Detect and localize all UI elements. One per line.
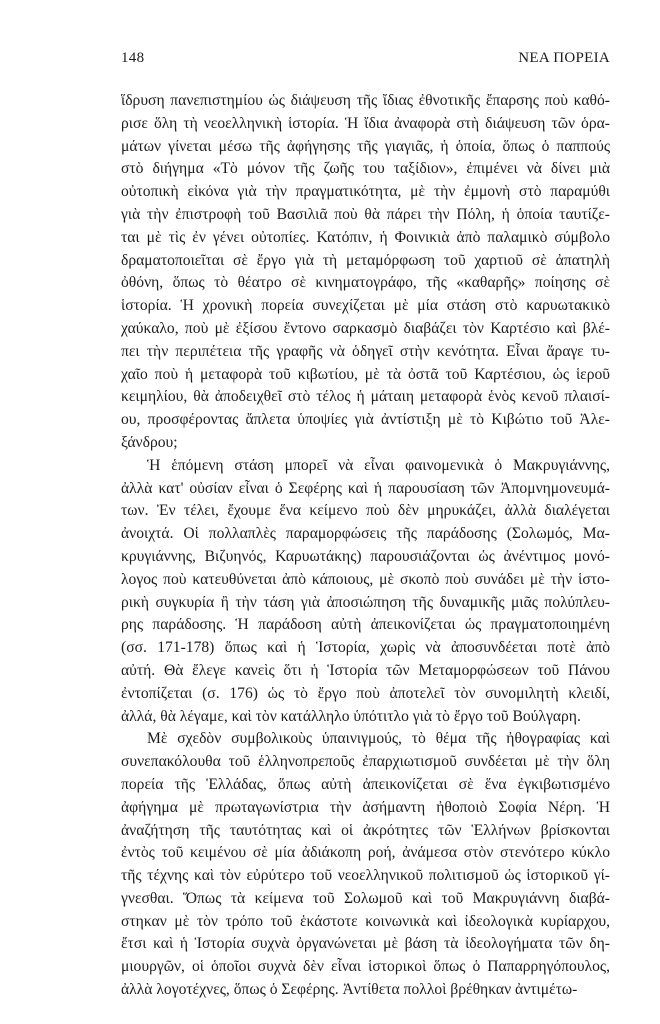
text-line: λογος ποὺ κατευθύνεται ἀπὸ κάποιους, μὲ σκοπὸ ποὺ συνάδει μὲ τὴν ἱστο- bbox=[121, 570, 610, 588]
text-line: χαῖο ποὺ ἡ μεταφορὰ τοῦ κιβωτίου, μὲ τὰ ὀστᾶ τοῦ Καρτέσιου, ὡς ἱεροῦ bbox=[121, 365, 610, 383]
text-line: ξάνδρου; bbox=[121, 433, 178, 451]
text-line: ται μὲ τὶς ἐν γένει οὐτοπίες. Κατόπιν, ἡ Φοινικιὰ ἀπὸ παλαμικὸ σύμβολο bbox=[121, 228, 610, 246]
text-line: αὐτή. Θὰ ἔλεγε κανεὶς ὅτι ἡ Ἱστορία τῶν Μεταμορφώσεων τοῦ Πάνου bbox=[121, 661, 610, 679]
text-line: ἔτσι καὶ ἡ Ἱστορία συχνὰ ὀργανώνεται μὲ βάση τὰ ἰδεολογήματα τῶν δη- bbox=[121, 935, 610, 953]
text-line: πορεία τῆς Ἑλλάδας, ὅπως αὐτὴ ἀπεικονίζεται σὲ ἕνα ἐγκιβωτισμένο bbox=[121, 775, 610, 793]
text-line: ἀλλὰ λογοτέχνες, ὅπως ὁ Σεφέρης. Ἀντίθετα πολλοὶ βρέθηκαν ἀντιμέτω- bbox=[121, 981, 578, 999]
text-line: ἐντοπίζεται (σ. 176) ὡς τὸ ἔργο ποὺ ἀποτελεῖ τὸν συνομιλητὴ κλειδί, bbox=[121, 684, 610, 702]
text-line: Μὲ σχεδὸν συμβολικοὺς ὑπαινιγμούς, τὸ θέμα τῆς ἠθογραφίας καὶ bbox=[147, 730, 610, 748]
paragraph bbox=[121, 728, 610, 1002]
page-header bbox=[121, 50, 610, 67]
text-line: οὐτοπικὴ εἰκόνα γιὰ τὴν πραγματικότητα, μὲ τὴν ἐμμονὴ στὸ παραμύθι bbox=[121, 183, 610, 201]
text-line: ἀνοιχτά. Οἱ πολλαπλὲς παραμορφώσεις τῆς παράδοσης (Σολωμός, Μα- bbox=[121, 525, 610, 543]
text-line: (σσ. 171-178) ὅπως καὶ ἡ Ἱστορία, χωρὶς νὰ ἀποσυνδέεται ποτὲ ἀπὸ bbox=[121, 639, 610, 657]
text-line: δραματοποιεῖται σὲ ἔργο γιὰ τὴ μεταμόρφωση τοῦ χαρτιοῦ σὲ ἀπατηλὴ bbox=[121, 251, 610, 269]
text-line: Ἡ ἑπόμενη στάση μπορεῖ νὰ εἶναι φαινομενικὰ ὁ Μακρυγιάννης, bbox=[147, 456, 610, 474]
text-line: ἀλλά, θὰ λέγαμε, καὶ τὸν κατάλληλο ὑπότιτλο γιὰ τὸ ἔργο τοῦ Βούλγαρη. bbox=[121, 707, 581, 725]
text-line: στὸ διήγημα «Τὸ μόνον τῆς ζωῆς του ταξίδιον», ἐπιμένει νὰ δίνει μιὰ bbox=[121, 160, 610, 178]
text-line: ἀναζήτηση τῆς ταυτότητας καὶ οἱ ἀκρότητες τῶν Ἑλλήνων βρίσκονται bbox=[121, 821, 610, 839]
text-line: χαύκαλο, ποὺ μὲ ἐξίσου ἔντονο σαρκασμὸ διαβάζει τὸν Καρτέσιο καὶ βλέ- bbox=[121, 319, 610, 337]
text-line: ρισε ὅλη τὴ νεοελληνικὴ ἱστορία. Ἡ ἴδια ἀναφορὰ στὴ διάψευση τῶν ὁρα- bbox=[121, 114, 610, 132]
text-line: μιουργῶν, οἱ ὁποῖοι συχνὰ δὲν εἶναι ἱστορικοὶ ὅπως ὁ Παπαρρηγόπουλος, bbox=[121, 958, 610, 976]
text-line: τῆς τέχνης καὶ τὸν εὐρύτερο τοῦ νεοελληνικοῦ πολιτισμοῦ ὡς ἱστορικοῦ γί- bbox=[121, 867, 610, 885]
text-line: ἀλλὰ κατ' οὐσίαν εἶναι ὁ Σεφέρης καὶ ἡ παρουσίαση τῶν Ἀπομνημονευμά- bbox=[121, 479, 610, 497]
text-line: ὀθόνη, ὅπως τὸ θέατρο σὲ κινηματογράφο, τῆς «καθαρῆς» ποίησης σὲ bbox=[121, 274, 610, 292]
text-line: ἀφήγημα μὲ πρωταγωνίστρια τὴν ἀσήμαντη ἠθοποιὸ Σοφία Νέρη. Ἡ bbox=[121, 798, 610, 816]
text-line: ρικὴ συγκυρία ἢ τὴν τάση γιὰ ἀποσιώπηση τῆς δυναμικῆς μιᾶς πολύπλευ- bbox=[121, 593, 610, 611]
paragraph bbox=[121, 90, 610, 455]
text-line: ἱστορία. Ἡ χρονικὴ πορεία συνεχίζεται μὲ μία στάση στὸ καρυωτακικὸ bbox=[121, 297, 610, 315]
text-line: ἵδρυση πανεπιστημίου ὡς διάψευση τῆς ἴδιας ἐθνοτικῆς ἔπαρσης ποὺ καθό- bbox=[121, 92, 610, 109]
text-line: των. Ἐν τέλει, ἔχουμε ἕνα κείμενο ποὺ δὲν μηρυκάζει, ἀλλὰ διαλέγεται bbox=[121, 502, 610, 520]
running-title: ΝΕΑ ΠΟΡΕΙΑ bbox=[518, 50, 610, 66]
text-line: ου, προσφέροντας ἄπλετα ὑποψίες γιὰ ἀντίστιξη μὲ τὸ Κιβώτιο τοῦ Ἀλε- bbox=[121, 411, 610, 429]
text-line: ἐντὸς τοῦ κειμένου σὲ μία ἀδιάκοπη ροή, ἀνάμεσα στὸν στενότερο κύκλο bbox=[121, 844, 610, 862]
body-text bbox=[121, 90, 610, 1002]
text-line: γνεσθαι. Ὅπως τὰ κείμενα τοῦ Σολωμοῦ καὶ τοῦ Μακρυγιάννη διαβά- bbox=[121, 889, 610, 907]
text-line: πει τὴν περιπέτεια τῆς γραφῆς νὰ ὁδηγεῖ στὴν κενότητα. Εἶναι ἄραγε τυ- bbox=[121, 342, 610, 360]
page-number: 148 bbox=[121, 50, 145, 66]
text-line: γιὰ τὴν ἐπιστροφὴ τοῦ Βασιλιᾶ ποὺ θὰ πάρει τὴν Πόλη, ἡ ὁποία ταυτίζε- bbox=[121, 205, 610, 223]
text-line: συνεπακόλουθα τοῦ ἑλληνοπρεποῦς ἐπαρχιωτισμοῦ συνδέεται μὲ τὴν ὅλη bbox=[121, 753, 610, 771]
paragraph bbox=[121, 455, 610, 729]
text-line: στηκαν μὲ τὸν τρόπο τοῦ ἑκάστοτε κοινωνικὰ καὶ ἰδεολογικὰ κυρίαρχου, bbox=[121, 912, 610, 930]
text-line: κειμηλίου, θὰ ἀποδειχθεῖ στὸ τέλος ἡ μάταιη μεταφορὰ ἑνὸς κενοῦ πλαισί- bbox=[121, 388, 610, 406]
text-line: ρης παράδοσης. Ἡ παράδοση αὐτὴ ἀπεικονίζεται ὡς πραγματοποιημένη bbox=[121, 616, 610, 634]
text-line: μάτων γίνεται μέσω τῆς ἀφήγησης τῆς γιαγιᾶς, ἡ ὁποία, ὅπως ὁ παππούς bbox=[121, 137, 610, 155]
text-line: κρυγιάννης, Βιζυηνός, Καρυωτάκης) παρουσιάζονται ὡς ἀνέντιμος μονό- bbox=[121, 547, 610, 565]
